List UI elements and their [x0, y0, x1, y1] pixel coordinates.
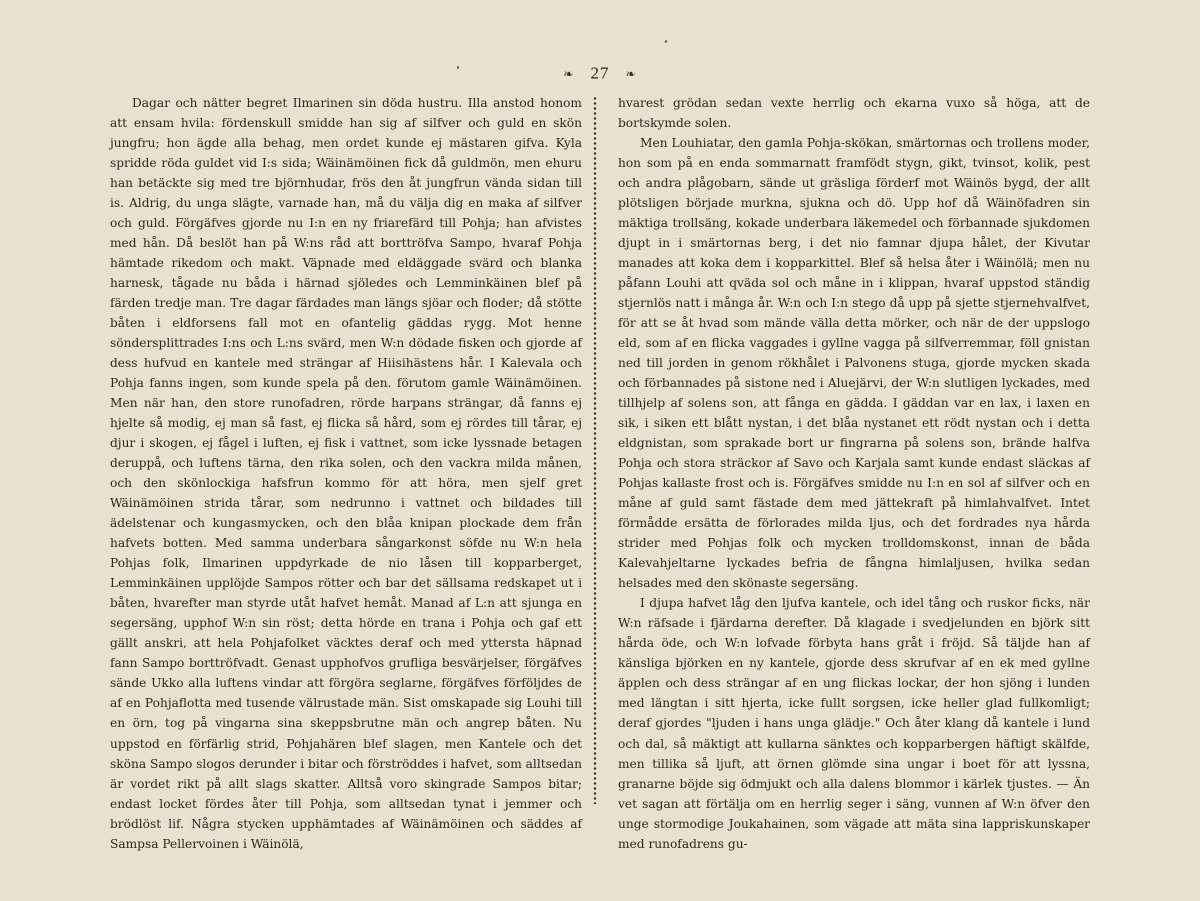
- paragraph: Dagar och nätter begret Ilmarinen sin döda hustru. Illa anstod honom att ensam hvila: fördenskull smidde han sig af silfver och guld en skön jungfru; hon ägde alla behag, men ordet kunde ej mästaren gifva. Kyla spridde röda guldet vid I:s sida; Wäinämöinen fick då guldmön, men ehuru han betäckte sig med tre björnhudar, frös den åt jungfrun vända sidan till is. Aldrig, du unga slägte, varnade han, må du välja dig en maka af silfver och guld. Förgäfves gjorde nu I:n en ny friarefärd till Pohja; han afvistes med hån. Då beslöt han på W:ns råd att borttröfva Sampo, hvaraf Pohja hämtade rikedom och makt. Väpnade med eldäggade svärd och blanka harnesk, tågade nu båda i härnad sjöledes och Lemminkäinen blef på färden tredje man. Tre dagar färdades man längs sjöar och floder; då stötte båten i eldforsens fall mot en ofantelig gäddas rygg. Mot henne söndersplittrades I:ns och L:ns svärd, men W:n dödade fisken och gjorde af dess hufvud en kantele med strängar af Hiisihästens hår. I Kalevala och Pohja fanns ingen, som kunde spela på den. förutom gamle Wäinämöinen. Men när han, den store runofadren, rörde harpans strängar, då fanns ej hjelte så modig, ej man så fast, ej flicka så hård, som ej rördes till tårar, ej djur i skogen, ej fågel i luften, ej fisk i vattnet, som icke lyssnade betagen deruppå, och luftens tärna, den rika solen, och den vackra milda månen, och den skönlockiga hafsfrun kommo för att höra, men sjelf gret Wäinämöinen strida tårar, som nedrunno i vattnet och bildades till ädelstenar och kungasmycken, och den blåa knipan plockade dem från hafvets botten. Med samma underbara sångarkonst söfde nu W:n hela Pohjas folk, Ilmarinen uppdyrkade de nio låsen till kopparberget, Lemminkäinen upplöjde Sampos rötter och bar det sällsama redskapet ut i båten, hvarefter man styrde utåt hafvet hemåt. Manad af L:n att sjunga en segersäng, upphof W:n sin röst; detta hörde en trana i Pohja och gaf ett gällt anskri, att hela Pohjafolket väcktes deraf och med yttersta häpnad fann Sampo borttröfvadt. Genast upphofvos grufliga besvärjelser, förgäfves sände Ukko alla luftens vindar att förgöra seglarne, förgäfves förföljdes de af en Pohjaflotta med tusende välrustade män. Sist omskapade sig Louhi till en örn, tog på vingarna sina skeppsbrutne män och angrep båten. Nu uppstod en förfärlig strid, Pohjahären blef slagen, men Kantele och det sköna Sampo slogos derunder i bitar och förströddes i hafvet, som alltsedan är vordet rikt på allt slags skatter. Alltså voro skingrade Sampos bitar; endast locket fördes åter till Pohja, som alltsedan tynat i jemmer och brödlöst lif. Några stycken upphämtades af Wäinämöinen och säddes af Sampsa Pellervoinen i Wäinölä,: [110, 96, 582, 851]
- ornament-left-icon: ❧: [563, 66, 575, 81]
- left-text-column: [110, 93, 582, 854]
- paper-speck: [664, 40, 667, 44]
- paragraph: Men Louhiatar, den gamla Pohja-skökan, smärtornas och trollens moder, hon som på en enda sommarnatt framfödt stygn, gikt, tvinsot, kolik, pest och andra plågobarn, sände ut gräsliga förderf mot Wäinös bygd, der allt plötsligen började murkna, sjukna och dö. Upp hof då Wäinöfadren sin mäktiga trollsäng, kokade underbara läkemedel och förbannade sjukdomen djupt in i smärtornas berg, i det nio famnar djupa hålet, der Kivutar manades att koka dem i kopparkittel. Blef så helsa åter i Wäinölä; men nu påfann Louhi att qväda sol och måne in i klippan, hvaraf uppstod ständig stjernlös natt i många år. W:n och I:n stego då upp på sjette stjernehvalfvet, för att se åt hvad som mände välla detta mörker, och när de der uppslogo eld, som af en flicka vaggades i gyllne vagga på silfverremmar, föll gnistan ned till jorden in genom rökhålet i Palvonens stuga, gjorde mycken skada och förbannades på sistone ned i Aluejärvi, der W:n slutligen lyckades, med tillhjelp af solens son, att fånga en gädda. I gäddan var en lax, i laxen en sik, i siken ett blått nystan, i det blåa nystanet ett rödt nystan och i detta eldgnistan, som sprakade bort ur fingrarna på solens son, brände halfva Pohja och stora sträckor af Savo och Karjala samt kunde endast släckas af Pohjas kallaste frost och is. Förgäfves smidde nu I:n en sol af silfver och en måne af guld samt fästade dem med jättekraft på himlahvalfvet. Intet förmådde ersätta de förlorades milda ljus, och det fordrades nya hårda strider med Pohjas folk och mycken trolldomskonst, innan de båda Kalevahjeltarne lyckades befria de fångna himlaljusen, hvilka sedan helsades med den skönaste segersäng.: [618, 136, 1090, 591]
- paper-speck: [457, 66, 459, 69]
- paragraph: I djupa hafvet låg den ljufva kantele, och idel tång och ruskor ficks, när W:n räfsade i fjärdarna derefter. Då klagade i svedjelunden en björk sitt hårda öde, och W:n lofvade förbyta hans gråt i fröjd. Så täljde han af känsliga björken en ny kantele, gjorde dess skrufvar af en ek med gyllne äpplen och dess strängar af en ung flickas lockar, der hon sjöng i lunden med längtan i sitt hjerta, icke fullt sorgsen, icke heller glad fullkomligt; deraf gjordes "ljuden i hans unga glädje." Och åter klang då kantele i lund och dal, så mäktigt att kullarna sänktes och kopparbergen häftigt skälfde, men tillika så ljuft, att örnen glömde sina ungar i boet för att lyssna, granarne böjde sig ödmjukt och alla dalens blommor i kärlek tjustes. — Än vet sagan att förtälja om en herrlig seger i säng, vunnen af W:n öfver den unge stormodige Joukahainen, som vägade att mäta sina lappriskunskaper med runofadrens gu-: [618, 596, 1090, 851]
- page-number: 27: [590, 63, 610, 83]
- right-text-column: [618, 93, 1090, 854]
- ornament-right-icon: ❧: [625, 66, 637, 81]
- page-header: [0, 63, 1200, 84]
- column-divider: [591, 96, 599, 804]
- paragraph: hvarest grödan sedan vexte herrlig och ekarna vuxo så höga, att de bortskymde solen.: [618, 96, 1090, 131]
